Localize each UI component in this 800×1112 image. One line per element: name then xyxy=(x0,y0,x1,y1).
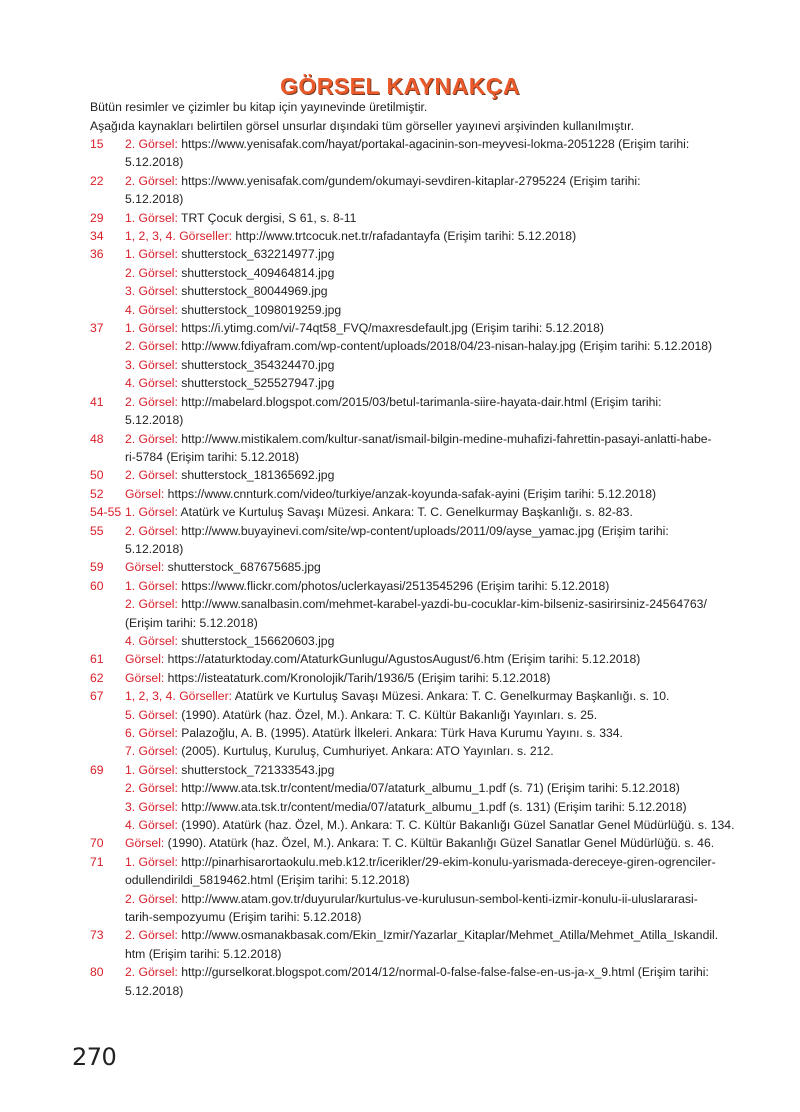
reference-line xyxy=(125,485,715,503)
reference-entry xyxy=(0,503,800,521)
reference-text: http://www.trtcocuk.net.tr/rafadantayfa (Erişim tarihi: 5.12.2018) xyxy=(232,229,577,244)
reference-text: shutterstock_354324470.jpg xyxy=(177,357,335,372)
reference-entry xyxy=(0,558,800,576)
reference-entry xyxy=(0,466,800,484)
reference-text: http://www.fdiyafram.com/wp-content/uploads/2018/04/23-nisan-halay.jpg (Erişim tarihi: 5.12.2018) xyxy=(177,339,713,354)
reference-line xyxy=(125,614,715,632)
reference-text: http://www.atam.gov.tr/duyurular/kurtulus-ve-kurulusun-sembol-kenti-izmir-konulu-ii-uluslararasi- xyxy=(177,891,698,906)
reference-entry xyxy=(0,926,800,963)
reference-text: odullendirildi_5819462.html (Erişim tarihi: 5.12.2018) xyxy=(125,873,410,888)
reference-list xyxy=(0,135,800,1000)
reference-page-number: 55 xyxy=(90,523,104,538)
reference-entry xyxy=(0,485,800,503)
reference-entry xyxy=(0,963,800,1000)
reference-label: 1. Görsel: xyxy=(125,578,178,593)
intro-line-2: Aşağıda kaynakları belirtilen görsel unsurlar dışındaki tüm görseller yayınevi arşivinden kullanılmıştır. xyxy=(90,119,634,133)
reference-entry xyxy=(0,319,800,393)
reference-page-number: 80 xyxy=(90,965,104,980)
reference-label: 1. Görsel: xyxy=(125,762,178,777)
reference-line xyxy=(125,982,715,1000)
reference-page-number: 62 xyxy=(90,670,104,685)
reference-text: shutterstock_687675685.jpg xyxy=(164,560,321,575)
reference-entry xyxy=(0,430,800,467)
reference-line xyxy=(125,724,715,742)
reference-line xyxy=(125,319,715,337)
reference-text: shutterstock_632214977.jpg xyxy=(177,247,335,262)
reference-entry xyxy=(0,761,800,835)
page-number: 270 xyxy=(72,1043,117,1071)
reference-text: ri-5784 (Erişim tarihi: 5.12.2018) xyxy=(125,449,300,464)
reference-text: shutterstock_181365692.jpg xyxy=(177,468,335,483)
reference-label: Görsel: xyxy=(125,560,165,575)
reference-line xyxy=(125,337,715,355)
reference-line xyxy=(125,834,715,852)
reference-text: http://www.ata.tsk.tr/content/media/07/ataturk_albumu_1.pdf (s. 71) (Erişim tarihi: 5.12.2018) xyxy=(177,781,680,796)
reference-page-number: 48 xyxy=(90,431,104,446)
reference-page-number: 52 xyxy=(90,486,104,501)
reference-line xyxy=(125,761,715,779)
reference-text: tarih-sempozyumu (Erişim tarihi: 5.12.2018) xyxy=(125,910,362,925)
reference-label: 2. Görsel: xyxy=(125,928,178,943)
reference-page-number: 41 xyxy=(90,394,104,409)
reference-label: 3. Görsel: xyxy=(125,357,178,372)
reference-text: http://www.buyayinevi.com/site/wp-content/uploads/2011/09/ayse_yamac.jpg (Erişim tarihi: xyxy=(177,523,669,538)
reference-page-number: 54-55 xyxy=(90,505,122,520)
reference-page-number: 67 xyxy=(90,689,104,704)
reference-line xyxy=(125,798,715,816)
reference-text: https://www.cnnturk.com/video/turkiye/anzak-koyunda-safak-ayini (Erişim tarihi: 5.12.2018) xyxy=(164,486,657,501)
reference-line xyxy=(125,466,715,484)
reference-line xyxy=(125,209,715,227)
reference-text: https://isteataturk.com/Kronolojik/Tarih/1936/5 (Erişim tarihi: 5.12.2018) xyxy=(164,670,551,685)
reference-entry xyxy=(0,669,800,687)
reference-line xyxy=(125,669,715,687)
reference-page-number: 60 xyxy=(90,578,104,593)
reference-entry xyxy=(0,522,800,559)
reference-label: 2. Görsel: xyxy=(125,173,178,188)
reference-text: shutterstock_80044969.jpg xyxy=(177,284,328,299)
reference-label: 3. Görsel: xyxy=(125,799,178,814)
reference-text: Atatürk ve Kurtuluş Savaşı Müzesi. Ankara: T. C. Genelkurmay Başkanlığı. s. 82-83. xyxy=(177,505,633,520)
reference-page-number: 59 xyxy=(90,560,104,575)
reference-label: 2. Görsel: xyxy=(125,394,178,409)
reference-label: 1. Görsel: xyxy=(125,247,178,262)
reference-line xyxy=(125,853,715,871)
reference-label: Görsel: xyxy=(125,486,165,501)
reference-text: TRT Çocuk dergisi, S 61, s. 8-11 xyxy=(177,210,357,225)
page-title: GÖRSEL KAYNAKÇA xyxy=(279,73,521,99)
reference-text: Atatürk ve Kurtuluş Savaşı Müzesi. Ankara: T. C. Genelkurmay Başkanlığı. s. 10. xyxy=(232,689,670,704)
reference-line xyxy=(125,153,715,171)
reference-entry xyxy=(0,135,800,172)
reference-entry xyxy=(0,209,800,227)
reference-line xyxy=(125,908,715,926)
reference-line xyxy=(125,430,715,448)
reference-line xyxy=(125,742,715,760)
reference-entry xyxy=(0,577,800,651)
reference-line xyxy=(125,190,715,208)
reference-page-number: 15 xyxy=(90,137,104,151)
reference-text: (Erişim tarihi: 5.12.2018) xyxy=(125,615,258,630)
reference-text: http://www.ata.tsk.tr/content/media/07/ataturk_albumu_1.pdf (s. 131) (Erişim tarihi: 5.12.2018) xyxy=(177,799,687,814)
reference-line xyxy=(125,374,715,392)
reference-page-number: 29 xyxy=(90,210,104,225)
reference-text: 5.12.2018) xyxy=(125,983,184,998)
reference-line xyxy=(125,871,715,889)
reference-line xyxy=(125,356,715,374)
reference-text: (1990). Atatürk (haz. Özel, M.). Ankara: T. C. Kültür Bakanlığı Yayınları. s. 25. xyxy=(177,707,598,722)
reference-entry xyxy=(0,853,800,927)
reference-line xyxy=(125,245,715,263)
reference-line xyxy=(125,227,715,245)
reference-label: 1, 2, 3, 4. Görseller: xyxy=(125,689,233,704)
reference-text: https://www.yenisafak.com/hayat/portakal-agacinin-son-meyvesi-lokma-2051228 (Erişim tarihi: xyxy=(177,137,690,151)
reference-text: https://ataturktoday.com/AtaturkGunlugu/AgustosAugust/6.htm (Erişim tarihi: 5.12.2018) xyxy=(164,652,641,667)
reference-text: shutterstock_721333543.jpg xyxy=(177,762,335,777)
reference-label: 2. Görsel: xyxy=(125,339,178,354)
reference-label: 2. Görsel: xyxy=(125,468,178,483)
reference-page-number: 50 xyxy=(90,468,104,483)
reference-text: http://www.mistikalem.com/kultur-sanat/ismail-bilgin-medine-muhafizi-fahrettin-pasayi-anlatti-habe- xyxy=(177,431,712,446)
reference-line xyxy=(125,816,735,834)
reference-line xyxy=(125,264,715,282)
reference-line xyxy=(125,522,715,540)
reference-line xyxy=(125,706,715,724)
reference-line xyxy=(125,687,715,705)
reference-text: http://www.osmanakbasak.com/Ekin_Izmir/Yazarlar_Kitaplar/Mehmet_Atilla/Mehmet_Atilla_Iskandil. xyxy=(177,928,719,943)
reference-line xyxy=(125,963,715,981)
reference-text: http://mabelard.blogspot.com/2015/03/betul-tarimanla-siire-hayata-dair.html (Erişim tarihi: xyxy=(177,394,662,409)
reference-text: (2005). Kurtuluş, Kuruluş, Cumhuriyet. Ankara: ATO Yayınları. s. 212. xyxy=(177,744,554,759)
reference-page-number: 37 xyxy=(90,321,104,336)
reference-label: 2. Görsel: xyxy=(125,597,178,612)
reference-line xyxy=(125,282,715,300)
reference-label: 1. Görsel: xyxy=(125,321,178,336)
reference-text: (1990). Atatürk (haz. Özel, M.). Ankara: T. C. Kültür Bakanlığı Güzel Sanatlar Genel Müdürlüğü. s. 134. xyxy=(177,818,735,833)
reference-line xyxy=(125,172,715,190)
reference-label: Görsel: xyxy=(125,670,165,685)
reference-text: https://i.ytimg.com/vi/-74qt58_FVQ/maxresdefault.jpg (Erişim tarihi: 5.12.2018) xyxy=(177,321,604,336)
reference-label: 2. Görsel: xyxy=(125,265,178,280)
reference-label: 4. Görsel: xyxy=(125,818,178,833)
reference-entry xyxy=(0,172,800,209)
reference-line xyxy=(125,650,715,668)
reference-line xyxy=(125,595,715,613)
reference-label: 2. Görsel: xyxy=(125,781,178,796)
reference-text: htm (Erişim tarihi: 5.12.2018) xyxy=(125,946,282,961)
reference-label: 2. Görsel: xyxy=(125,523,178,538)
reference-line xyxy=(125,558,715,576)
reference-line xyxy=(125,448,715,466)
reference-label: 1. Görsel: xyxy=(125,505,178,520)
reference-line xyxy=(125,577,715,595)
reference-label: 4. Görsel: xyxy=(125,376,178,391)
reference-entry xyxy=(0,834,800,852)
reference-page-number: 71 xyxy=(90,854,104,869)
reference-label: Görsel: xyxy=(125,836,165,851)
reference-entry xyxy=(0,227,800,245)
reference-text: Palazoğlu, A. B. (1995). Atatürk İlkeleri. Ankara: Türk Hava Kurumu Yayını. s. 334. xyxy=(177,726,623,740)
reference-page-number: 61 xyxy=(90,652,104,667)
reference-text: (1990). Atatürk (haz. Özel, M.). Ankara: T. C. Kültür Bakanlığı Güzel Sanatlar Genel Müdürlüğü. s. 46. xyxy=(164,836,715,851)
reference-text: http://gurselkorat.blogspot.com/2014/12/normal-0-false-false-false-en-us-ja-x_9.html (Erişim tarihi: xyxy=(177,965,709,980)
reference-label: 5. Görsel: xyxy=(125,707,178,722)
reference-label: 1, 2, 3, 4. Görseller: xyxy=(125,229,233,244)
reference-entry xyxy=(0,650,800,668)
reference-entry xyxy=(0,687,800,761)
reference-page-number: 36 xyxy=(90,247,104,262)
reference-text: 5.12.2018) xyxy=(125,192,184,207)
reference-page-number: 34 xyxy=(90,229,104,244)
reference-label: 2. Görsel: xyxy=(125,891,178,906)
reference-line xyxy=(125,926,719,944)
reference-label: 1. Görsel: xyxy=(125,854,178,869)
reference-label: 7. Görsel: xyxy=(125,744,178,759)
reference-line xyxy=(125,135,715,153)
reference-label: 1. Görsel: xyxy=(125,210,178,225)
reference-text: http://www.sanalbasin.com/mehmet-karabel-yazdi-bu-cocuklar-kim-bilseniz-sasirirsiniz-24564763/ xyxy=(177,597,707,612)
reference-label: 2. Görsel: xyxy=(125,431,178,446)
reference-page-number: 73 xyxy=(90,928,104,943)
reference-label: 4. Görsel: xyxy=(125,633,178,648)
reference-label: Görsel: xyxy=(125,652,165,667)
reference-text: shutterstock_1098019259.jpg xyxy=(177,302,342,317)
reference-line xyxy=(125,890,715,908)
reference-label: 6. Görsel: xyxy=(125,726,178,740)
reference-text: 5.12.2018) xyxy=(125,413,184,428)
reference-line xyxy=(125,779,715,797)
reference-line xyxy=(125,632,715,650)
reference-label: 4. Görsel: xyxy=(125,302,178,317)
reference-text: 5.12.2018) xyxy=(125,155,184,170)
reference-line xyxy=(125,301,715,319)
reference-page-number: 69 xyxy=(90,762,104,777)
reference-text: shutterstock_156620603.jpg xyxy=(177,633,335,648)
reference-text: shutterstock_525527947.jpg xyxy=(177,376,335,391)
reference-text: https://www.yenisafak.com/gundem/okumayi-sevdiren-kitaplar-2795224 (Erişim tarihi: xyxy=(177,173,641,188)
reference-page-number: 22 xyxy=(90,173,104,188)
reference-text: http://pinarhisarortaokulu.meb.k12.tr/icerikler/29-ekim-konulu-yarismada-dereceye-giren-ogrenciler- xyxy=(177,854,716,869)
reference-entry xyxy=(0,245,800,319)
reference-line xyxy=(125,540,715,558)
reference-line xyxy=(125,393,715,411)
reference-text: shutterstock_409464814.jpg xyxy=(177,265,335,280)
reference-line xyxy=(125,503,715,521)
reference-label: 2. Görsel: xyxy=(125,965,178,980)
intro-line-1: Bütün resimler ve çizimler bu kitap için yayınevinde üretilmiştir. xyxy=(90,100,428,114)
reference-text: 5.12.2018) xyxy=(125,541,184,556)
reference-label: 3. Görsel: xyxy=(125,284,178,299)
reference-entry xyxy=(0,393,800,430)
reference-text: https://www.flickr.com/photos/uclerkayasi/2513545296 (Erişim tarihi: 5.12.2018) xyxy=(177,578,610,593)
reference-page-number: 70 xyxy=(90,836,104,851)
reference-label: 2. Görsel: xyxy=(125,137,178,151)
reference-line xyxy=(125,411,715,429)
reference-line xyxy=(125,945,715,963)
